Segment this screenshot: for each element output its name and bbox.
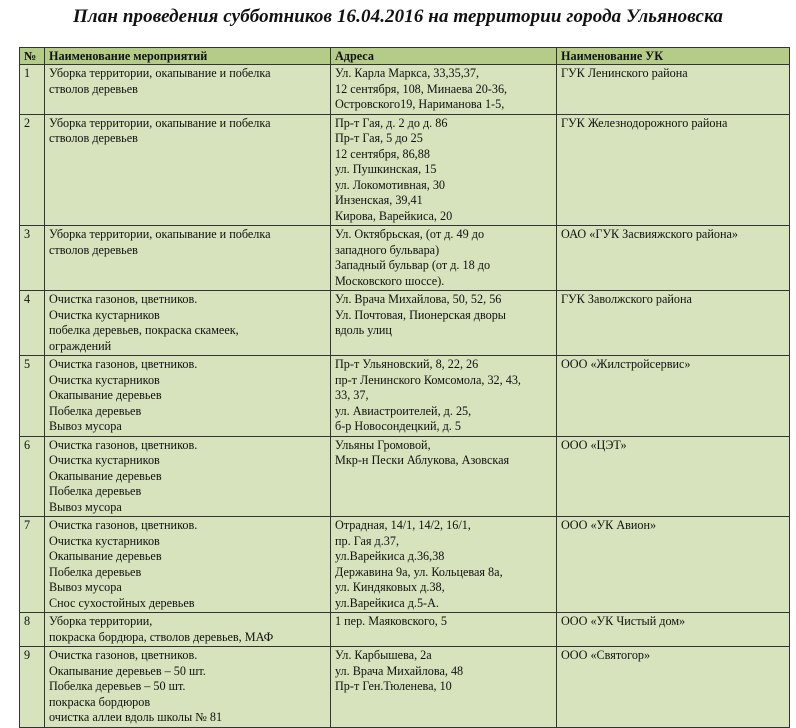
table-row: [20, 114, 790, 226]
address-line: ул.Варейкиса д.5-А.: [335, 595, 439, 610]
work-item: Вывоз мусора: [49, 499, 122, 514]
address-line: Мкр-н Пески Аблукова, Азовская: [335, 453, 510, 467]
work-item: Уборка территории, окапывание и побелка: [49, 227, 271, 241]
table-row: [20, 65, 790, 115]
address-line: Островского19, Нариманова 1-5,: [335, 97, 505, 111]
work-item: покраска бордюра, стволов деревьев, МАФ: [49, 629, 274, 644]
uk-name: ООО «ЦЭТ»: [557, 436, 790, 517]
address-line: пр-т Ленинского Комсомола, 32, 43,: [335, 372, 521, 387]
row-number: 3: [20, 226, 45, 291]
work-item: Очистка газонов, цветников.: [49, 648, 198, 662]
work-item: Уборка территории, окапывание и побелка: [49, 115, 271, 130]
uk-name: ООО «УК Чистый дом»: [557, 613, 790, 647]
subbotnik-plan-table: [19, 47, 790, 728]
table-row: [20, 613, 790, 647]
work-item: Вывоз мусора: [49, 580, 122, 594]
work-cell: [45, 647, 331, 728]
address-line: Ул. Карбышева, 2а: [335, 648, 432, 662]
work-item: Очистка кустарников: [49, 453, 160, 467]
work-item: побелка деревьев, покраска скамеек,: [49, 323, 239, 337]
work-item: Очистка газонов, цветников.: [49, 518, 198, 532]
table-row: [20, 291, 790, 356]
page-title: План проведения субботников 16.04.2016 на территории города Ульяновска: [73, 6, 723, 27]
uk-name: ООО «Жилстройсервис»: [557, 356, 790, 437]
address-line: Ул. Карла Маркса, 33,35,37,: [335, 66, 479, 80]
address-line: Отрадная, 14/1, 14/2, 16/1,: [335, 518, 471, 532]
work-item: Очистка газонов, цветников.: [49, 357, 198, 371]
table-header-row: [20, 48, 790, 65]
work-cell: [45, 226, 331, 291]
work-item: стволов деревьев: [49, 81, 138, 96]
uk-name: ГУК Заволжского района: [557, 291, 790, 356]
address-line: б-р Новосондецкий, д. 5: [335, 419, 461, 433]
table-row: [20, 226, 790, 291]
work-cell: [45, 613, 331, 647]
address-line: 1 пер. Маяковского, 5: [335, 614, 447, 628]
work-item: очистка аллеи вдоль школы № 81: [49, 710, 223, 724]
address-cell: [331, 613, 557, 647]
address-line: Кирова, Варейкиса, 20: [335, 208, 453, 223]
work-item: Побелка деревьев: [49, 564, 142, 579]
work-item: Очистка газонов, цветников.: [49, 292, 198, 306]
work-item: покраска бордюров: [49, 694, 151, 709]
address-line: ул. Пушкинская, 15: [335, 162, 437, 176]
work-cell: [45, 436, 331, 517]
address-line: ул. Локомотивная, 30: [335, 177, 446, 192]
address-line: Державина 9а, ул. Кольцевая 8а,: [335, 564, 503, 579]
work-item: Очистка кустарников: [49, 533, 160, 548]
work-item: стволов деревьев: [49, 131, 138, 145]
uk-name: ООО «УК Авион»: [557, 517, 790, 613]
address-cell: [331, 226, 557, 291]
work-item: Побелка деревьев – 50 шт.: [49, 679, 186, 693]
address-cell: [331, 114, 557, 226]
work-cell: [45, 517, 331, 613]
header-num: №: [20, 48, 45, 65]
address-line: западного бульвара): [335, 242, 440, 257]
header-uk: Наименование УК: [557, 48, 790, 65]
address-line: Пр-т Гая, 5 до 25: [335, 131, 423, 145]
uk-name: ГУК Ленинского района: [557, 65, 790, 115]
work-item: Окапывание деревьев – 50 шт.: [49, 663, 206, 678]
address-line: Московского шоссе).: [335, 273, 445, 288]
address-line: вдоль улиц: [335, 323, 392, 337]
work-cell: [45, 291, 331, 356]
address-line: Ул. Октябрьская, (от д. 49 до: [335, 227, 485, 241]
work-cell: [45, 356, 331, 437]
header-work: Наименование мероприятий: [45, 48, 331, 65]
address-cell: [331, 436, 557, 517]
table-row: [20, 517, 790, 613]
address-line: Ул. Почтовая, Пионерская дворы: [335, 307, 506, 322]
address-line: 12 сентября, 108, Минаева 20-36,: [335, 81, 508, 96]
table-row: [20, 647, 790, 728]
header-address: Адреса: [331, 48, 557, 65]
work-item: Очистка кустарников: [49, 372, 160, 387]
address-cell: [331, 65, 557, 115]
uk-name: ГУК Железнодорожного района: [557, 114, 790, 226]
address-line: 33, 37,: [335, 388, 369, 402]
work-item: Окапывание деревьев: [49, 388, 162, 402]
work-item: Окапывание деревьев: [49, 468, 162, 483]
address-line: 12 сентября, 86,88: [335, 146, 430, 161]
address-line: ул. Авиастроителей, д. 25,: [335, 403, 472, 418]
row-number: 4: [20, 291, 45, 356]
address-line: Пр-т Ген.Тюленева, 10: [335, 679, 452, 693]
row-number: 7: [20, 517, 45, 613]
work-item: Уборка территории, окапывание и побелка: [49, 66, 271, 80]
work-item: Очистка кустарников: [49, 307, 160, 322]
address-line: пр. Гая д.37,: [335, 533, 399, 548]
address-line: Западный бульвар (от д. 18 до: [335, 258, 491, 272]
work-item: Побелка деревьев: [49, 484, 142, 498]
address-line: Пр-т Гая, д. 2 до д. 86: [335, 115, 448, 130]
row-number: 5: [20, 356, 45, 437]
address-line: Ул. Врача Михайлова, 50, 52, 56: [335, 292, 502, 306]
work-cell: [45, 114, 331, 226]
table-row: [20, 356, 790, 437]
work-item: Окапывание деревьев: [49, 549, 162, 563]
address-cell: [331, 517, 557, 613]
address-line: Инзенская, 39,41: [335, 193, 423, 207]
work-item: Очистка газонов, цветников.: [49, 437, 198, 452]
address-line: ул.Варейкиса д.36,38: [335, 549, 445, 563]
address-line: ул. Киндяковых д.38,: [335, 580, 445, 594]
row-number: 2: [20, 114, 45, 226]
work-item: Уборка территории,: [49, 614, 153, 628]
address-line: Пр-т Ульяновский, 8, 22, 26: [335, 357, 479, 371]
address-cell: [331, 647, 557, 728]
work-item: Снос сухостойных деревьев: [49, 595, 195, 610]
work-item: Побелка деревьев: [49, 403, 142, 418]
row-number: 1: [20, 65, 45, 115]
address-line: ул. Врача Михайлова, 48: [335, 663, 464, 678]
table-row: [20, 436, 790, 517]
row-number: 9: [20, 647, 45, 728]
work-cell: [45, 65, 331, 115]
table-body: [20, 65, 790, 728]
address-line: Ульяны Громовой,: [335, 437, 431, 452]
uk-name: ООО «Святогор»: [557, 647, 790, 728]
address-cell: [331, 291, 557, 356]
work-item: стволов деревьев: [49, 242, 138, 257]
work-item: Вывоз мусора: [49, 419, 122, 433]
row-number: 8: [20, 613, 45, 647]
address-cell: [331, 356, 557, 437]
work-item: ограждений: [49, 338, 112, 353]
uk-name: ОАО «ГУК Засвияжского района»: [557, 226, 790, 291]
row-number: 6: [20, 436, 45, 517]
